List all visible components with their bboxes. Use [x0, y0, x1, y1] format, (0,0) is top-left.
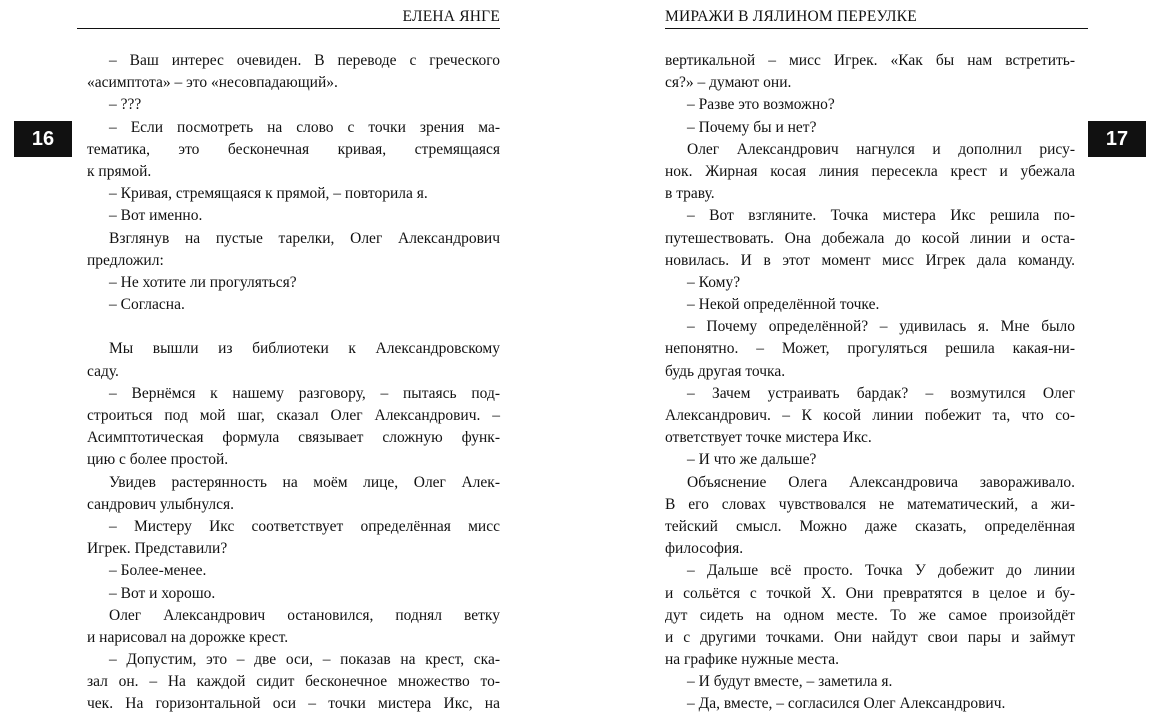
- text-line: Олег Александрович нагнулся и дополнил рису-: [687, 140, 1075, 158]
- text-line: в траву.: [665, 185, 715, 203]
- text-line: – Зачем устраивать бардак? – возмутился Олег: [687, 384, 1075, 402]
- text-line: Объяснение Олега Александровича завораживало.: [687, 473, 1075, 491]
- right-page-text: [665, 50, 1075, 716]
- text-line: – ???: [109, 96, 142, 114]
- text-line: непонятно. – Может, прогуляться решила какая-ни-: [665, 340, 1075, 358]
- text-line: философия.: [665, 540, 744, 558]
- text-line: – Если посмотреть на слово с точки зрения ма-: [109, 118, 500, 136]
- page-number-right: 17: [1088, 121, 1146, 157]
- text-line: – Согласна.: [109, 296, 185, 314]
- text-line: – Почему бы и нет?: [687, 118, 817, 136]
- text-line: – Ваш интерес очевиден. В переводе с греческого: [109, 52, 500, 69]
- text-line: вертикальной – мисс Игрек. «Как бы нам встретить-: [665, 52, 1075, 69]
- text-line: новилась. И в этот момент мисс Игрек дала команду.: [665, 251, 1075, 269]
- text-line: и нарисовал на дорожке крест.: [87, 628, 289, 646]
- text-line: строиться под мой шаг, сказал Олег Александрович. –: [87, 407, 500, 424]
- text-line: ся?» – думают они.: [665, 74, 792, 92]
- text-line: – Почему определённой? – удивилась я. Мне было: [687, 318, 1075, 336]
- text-line: – Вот именно.: [109, 207, 203, 225]
- text-line: дут сидеть на одном месте. То же самое произойдёт: [665, 606, 1075, 624]
- text-line: чек. На горизонтальной оси – точки мистера Икс, на: [87, 695, 500, 713]
- text-line: ответствует точке мистера Икс.: [665, 429, 872, 447]
- text-line: путешествовать. Она добежала до косой линии и оста-: [665, 229, 1075, 247]
- text-line: Александрович. – К косой линии побежит та, что со-: [665, 407, 1075, 424]
- text-line: Олег Александрович остановился, поднял ветку: [109, 606, 500, 624]
- text-line: на графике нужные места.: [665, 651, 839, 669]
- text-line: и с другими точками. Они найдут свои пары и займут: [665, 628, 1075, 646]
- text-line: – Кривая, стремящаяся к прямой, – повторила я.: [109, 185, 428, 203]
- text-line: саду.: [87, 362, 119, 380]
- text-line: и сольётся с точкой Х. Они превратятся в целое и бу-: [665, 584, 1075, 602]
- text-line: Взглянув на пустые тарелки, Олег Александрович: [109, 229, 500, 247]
- text-line: Асимптотическая формула связывает сложную функ-: [87, 429, 500, 447]
- text-line: – Кому?: [687, 273, 741, 291]
- right-page: [665, 0, 1075, 719]
- text-line: Мы вышли из библиотеки к Александровскому: [109, 340, 500, 358]
- text-line: – Вот и хорошо.: [109, 584, 216, 602]
- text-line: – Не хотите ли прогуляться?: [109, 273, 297, 291]
- left-page-text: [87, 50, 500, 716]
- text-line: – Мистеру Икс соответствует определённая мисс: [109, 517, 500, 535]
- text-line: «асимптота» – это «несовпадающий».: [87, 74, 338, 92]
- text-line: зал он. – На каждой сидит бесконечное множество то-: [87, 673, 500, 691]
- running-head-title: МИРАЖИ В ЛЯЛИНОМ ПЕРЕУЛКЕ: [665, 8, 917, 25]
- text-line: – Разве это возможно?: [687, 96, 835, 114]
- text-line: нок. Жирная косая линия пересекла крест и убежала: [665, 162, 1075, 180]
- text-line: – Некой определённой точке.: [687, 296, 880, 314]
- text-line: – Вот взгляните. Точка мистера Икс решила по-: [687, 207, 1075, 225]
- text-line: – Более-менее.: [109, 562, 207, 580]
- running-head-author: ЕЛЕНА ЯНГЕ: [402, 8, 500, 25]
- text-line: сандрович улыбнулся.: [87, 495, 235, 513]
- text-line: будь другая точка.: [665, 362, 786, 380]
- text-line: В его словах чувствовался не математический, а жи-: [665, 495, 1075, 513]
- text-line: тематика, это бесконечная кривая, стремящаяся: [87, 140, 500, 158]
- text-line: – И что же дальше?: [687, 451, 817, 469]
- text-line: тейский смысл. Можно даже сказать, определённая: [665, 517, 1075, 535]
- text-line: Игрек. Представили?: [87, 540, 228, 558]
- left-page: [87, 0, 500, 719]
- text-line: – Допустим, это – две оси, – показав на крест, ска-: [109, 651, 500, 669]
- text-line: предложил:: [87, 251, 164, 269]
- text-line: – И будут вместе, – заметила я.: [687, 673, 893, 691]
- text-line: Увидев растерянность на моём лице, Олег Алек-: [109, 473, 500, 491]
- text-line: – Вернёмся к нашему разговору, – пытаясь под-: [109, 384, 500, 402]
- text-line: – Дальше всё просто. Точка У добежит до линии: [687, 562, 1075, 580]
- text-line: – Да, вместе, – согласился Олег Александрович.: [687, 695, 1006, 713]
- text-line: к прямой.: [87, 162, 152, 180]
- text-line: цию с более простой.: [87, 451, 229, 469]
- text-line: [87, 316, 500, 338]
- page-number-left: 16: [14, 121, 72, 157]
